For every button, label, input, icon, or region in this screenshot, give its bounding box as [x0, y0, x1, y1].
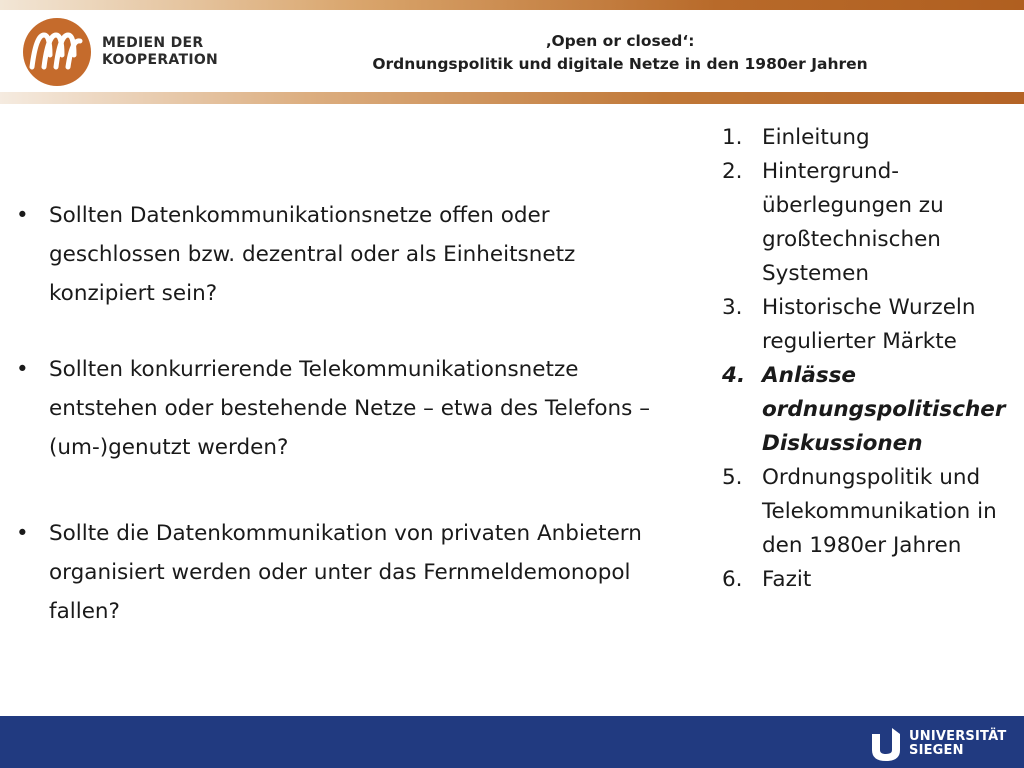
logo-line-2: KOOPERATION: [102, 52, 219, 68]
question-text: Sollten konkurrierende Telekommunikationsnetze entstehen oder bestehende Netze – etwa des Telefons – (um-)genutzt werden?: [49, 357, 650, 460]
uni-line-1: UNIVERSITÄT: [909, 729, 1007, 744]
agenda-number: 5.: [722, 465, 743, 490]
agenda-item-6: [722, 563, 1018, 597]
agenda-text: Hintergrund-überlegungen zu großtechnischen Systemen: [762, 159, 944, 286]
question-item: [16, 196, 656, 313]
bullet-marker: •: [16, 357, 29, 382]
question-item: [16, 350, 656, 467]
question-text: Sollte die Datenkommunikation von privaten Anbietern organisiert werden oder unter das Fernmeldemonopol fallen?: [49, 521, 642, 624]
question-list: [16, 196, 656, 668]
slide-title-line-1: ‚Open or closed‘:: [545, 32, 695, 50]
agenda-item-5: [722, 461, 1018, 563]
agenda-number: 2.: [722, 159, 743, 184]
header-top-bar: [0, 0, 1024, 10]
agenda-item-1: [722, 121, 1018, 155]
agenda-text: Historische Wurzeln regulierter Märkte: [762, 295, 976, 354]
agenda-text: Einleitung: [762, 125, 870, 150]
bullet-marker: •: [16, 521, 29, 546]
header-bottom-bar: [0, 92, 1024, 104]
universitaet-siegen-logo: [868, 725, 1006, 763]
slide-title-line-2: Ordnungspolitik und digitale Netze in den 1980er Jahren: [372, 55, 868, 73]
question-text: Sollten Datenkommunikationsnetze offen oder geschlossen bzw. dezentral oder als Einheitsnetz konzipiert sein?: [49, 203, 576, 306]
agenda-number: 3.: [722, 295, 743, 320]
agenda-text: Ordnungspolitik und Telekommunikation in den 1980er Jahren: [762, 465, 997, 558]
bullet-marker: •: [16, 203, 29, 228]
agenda-item-4-current: [722, 359, 1018, 461]
agenda-number: 4.: [722, 363, 746, 388]
mdk-logo-icon: [22, 17, 92, 87]
uni-line-2: SIEGEN: [909, 743, 964, 758]
agenda-number: 1.: [722, 125, 743, 150]
agenda-text: Fazit: [762, 567, 812, 592]
agenda-item-2: [722, 155, 1018, 291]
agenda-item-3: [722, 291, 1018, 359]
uni-siegen-u-icon: [868, 726, 904, 762]
slide-title: [320, 30, 920, 76]
agenda-number: 6.: [722, 567, 743, 592]
question-item: [16, 514, 656, 631]
logo-line-1: MEDIEN DER: [102, 35, 204, 51]
agenda-list: [722, 121, 1018, 597]
agenda-text: Anlässe ordnungspolitischer Diskussionen: [762, 363, 1006, 456]
medien-der-kooperation-logo: [22, 16, 219, 88]
